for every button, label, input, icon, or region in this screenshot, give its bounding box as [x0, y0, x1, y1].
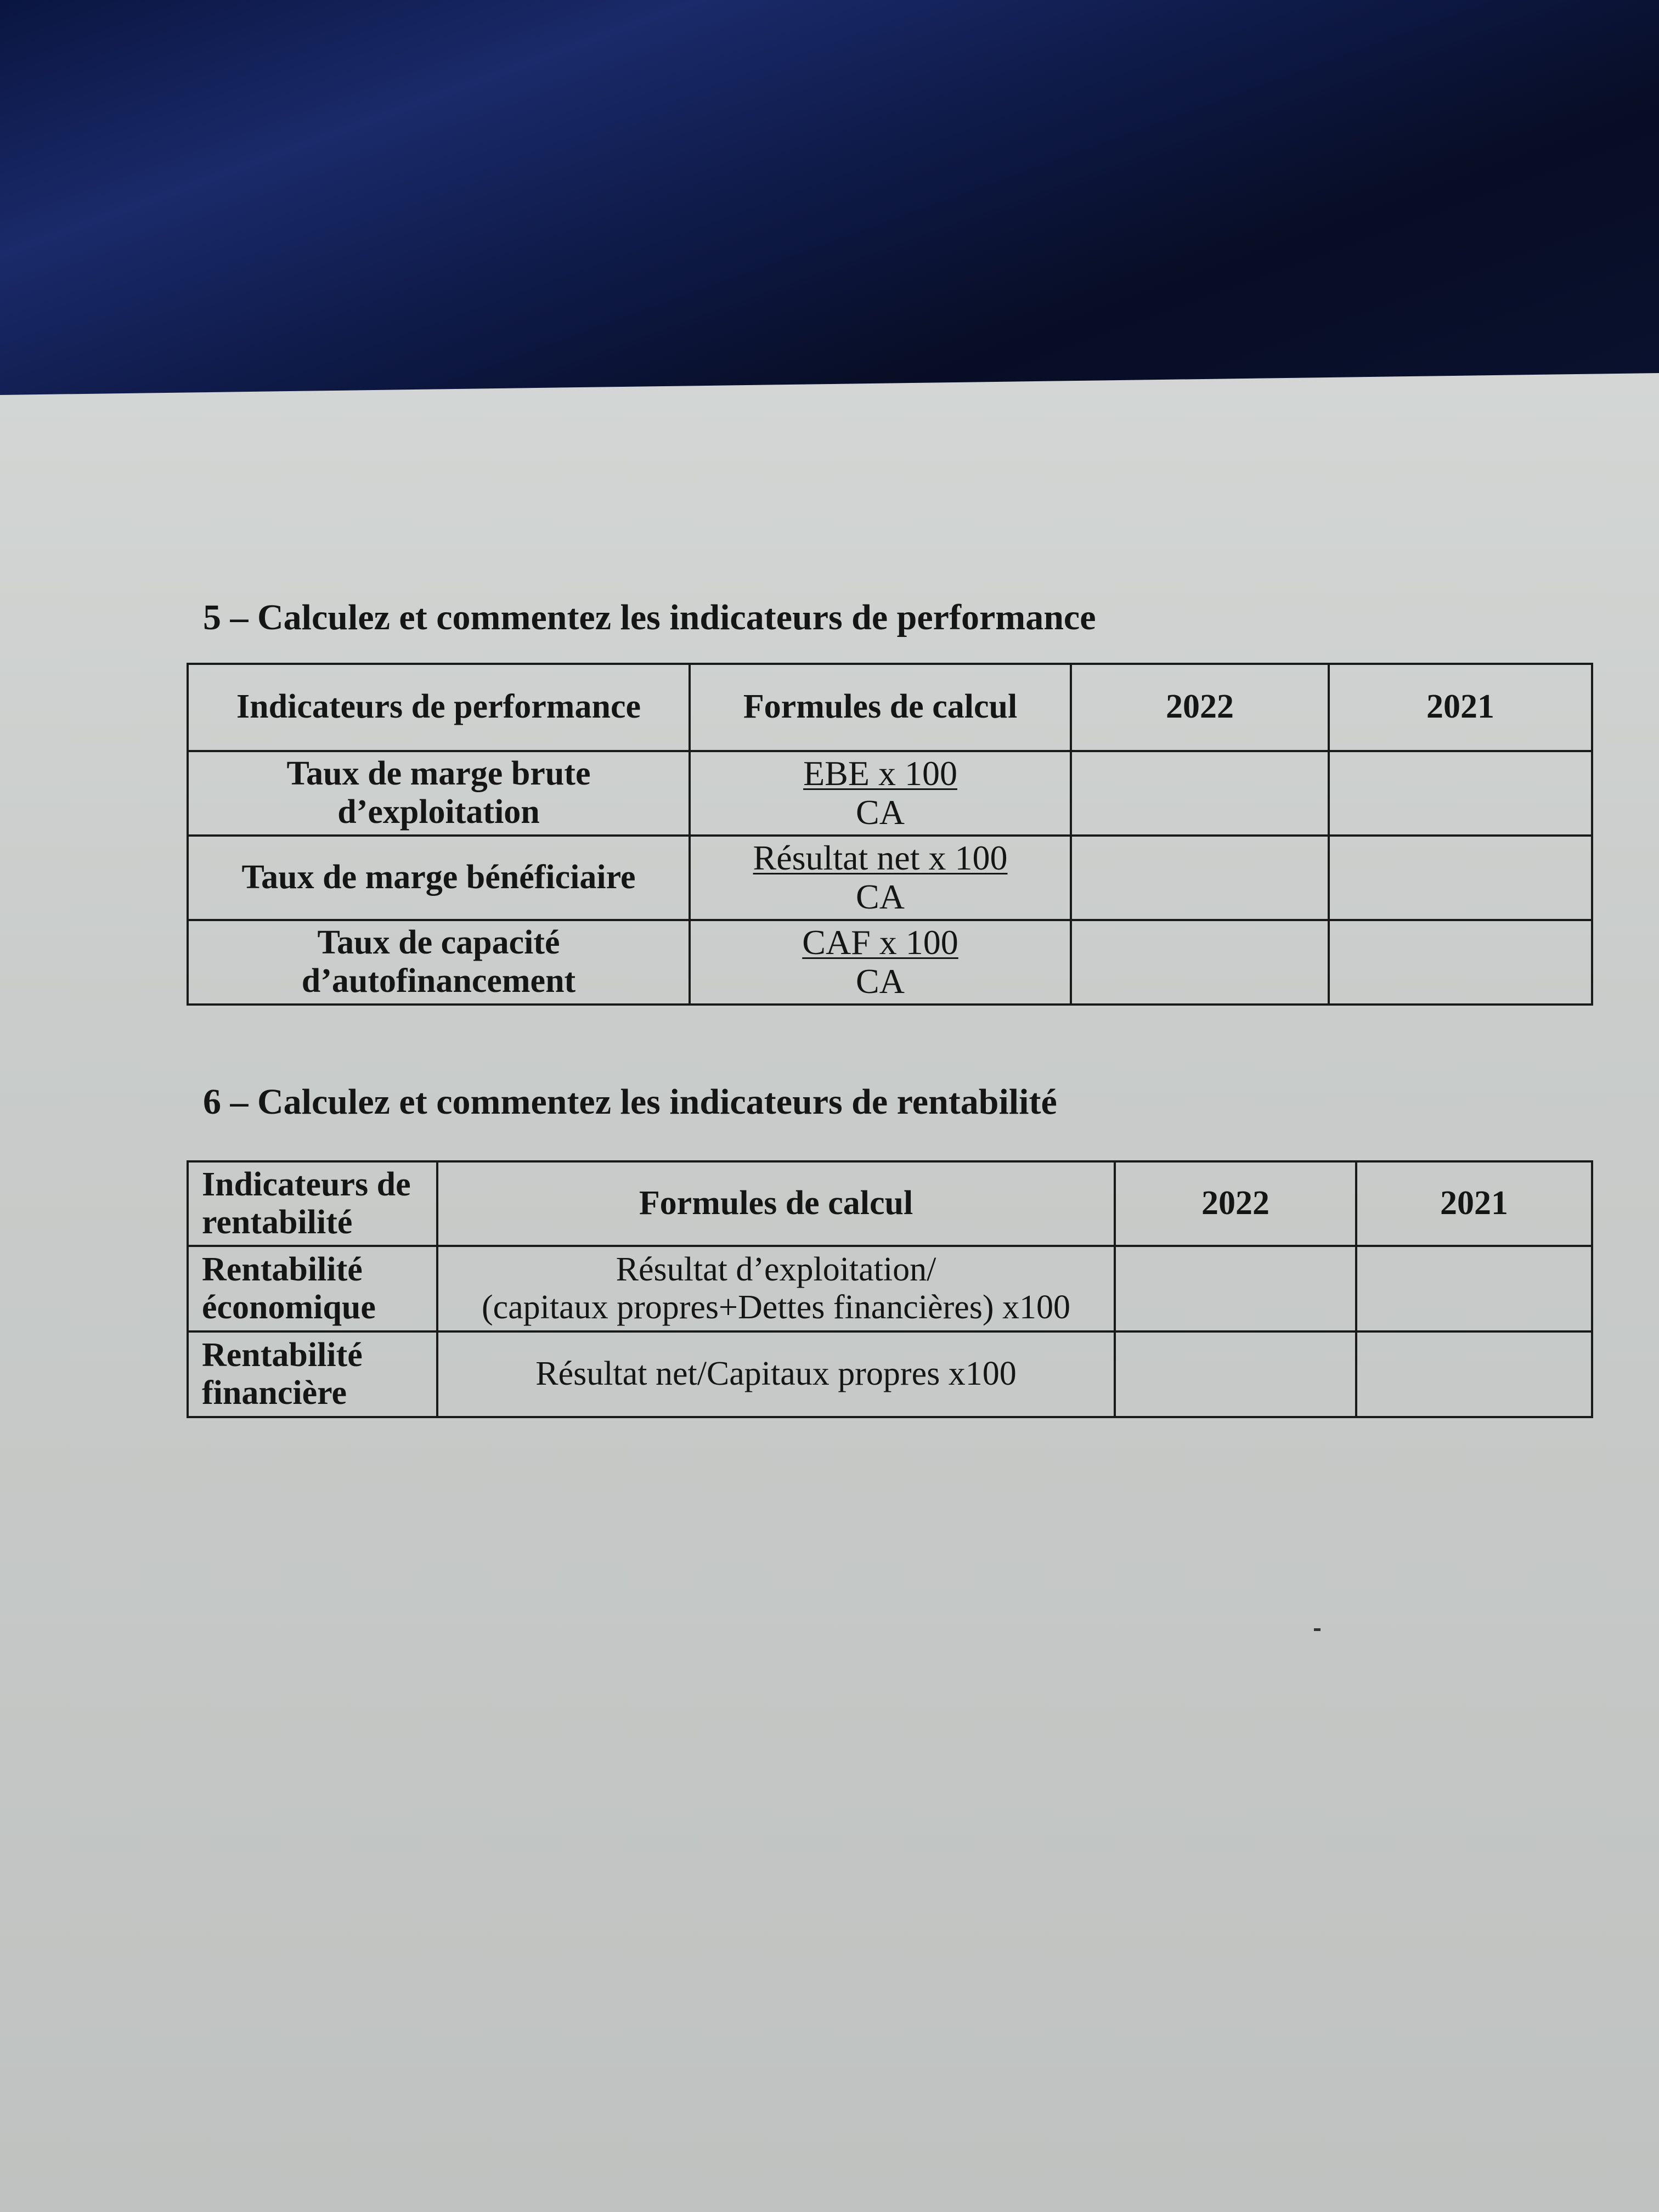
background-fabric	[0, 0, 1659, 417]
formula-line: (capitaux propres+Dettes financières) x100	[481, 1289, 1071, 1327]
value-cell-2022[interactable]	[1071, 751, 1329, 836]
value-cell-2022[interactable]	[1071, 920, 1329, 1005]
table-row	[188, 751, 1592, 836]
value-cell-2021[interactable]	[1356, 1331, 1592, 1417]
value-cell-2022[interactable]	[1115, 1246, 1356, 1331]
value-cell-2022[interactable]	[1115, 1331, 1356, 1417]
table-header-row	[188, 664, 1592, 751]
formula-denominator: CA	[856, 877, 905, 917]
indicator-label: Rentabilité économique	[188, 1246, 437, 1331]
value-cell-2021[interactable]	[1356, 1246, 1592, 1331]
table-row	[188, 836, 1592, 920]
value-cell-2021[interactable]	[1329, 920, 1592, 1005]
formula-cell	[690, 920, 1071, 1005]
formula-numerator: EBE x 100	[803, 753, 957, 793]
formula-numerator: CAF x 100	[802, 922, 958, 962]
value-cell-2021[interactable]	[1329, 751, 1592, 836]
header-indicators: Indicateurs de rentabilité	[188, 1161, 437, 1246]
indicator-label: Rentabilité financière	[188, 1331, 437, 1417]
header-formulas: Formules de calcul	[437, 1161, 1115, 1246]
table-row	[188, 1246, 1592, 1331]
value-cell-2022[interactable]	[1071, 836, 1329, 920]
formula-cell	[437, 1246, 1115, 1331]
header-year-2022: 2022	[1071, 664, 1329, 751]
section-5-title: 5 – Calculez et commentez les indicateurs de performance	[203, 597, 1096, 637]
header-year-2022: 2022	[1115, 1161, 1356, 1246]
formula-cell	[437, 1331, 1115, 1417]
formula-fraction	[802, 923, 958, 1001]
formula-cell	[690, 836, 1071, 920]
table-row	[188, 1331, 1592, 1417]
table-header-row	[188, 1161, 1592, 1246]
indicator-label: Taux de capacité d’autofinancement	[188, 920, 690, 1005]
header-indicators: Indicateurs de performance	[188, 664, 690, 751]
formula-cell	[690, 751, 1071, 836]
document-content	[187, 598, 1591, 1418]
formula-denominator: CA	[856, 793, 905, 832]
profitability-table	[187, 1160, 1593, 1418]
performance-table	[187, 663, 1593, 1006]
section-6-title: 6 – Calculez et commentez les indicateurs de rentabilité	[203, 1081, 1057, 1122]
indicator-label: Taux de marge bénéficiaire	[188, 836, 690, 920]
formula-line: Résultat net/Capitaux propres x100	[535, 1355, 1017, 1393]
indicator-label: Taux de marge brute d’exploitation	[188, 751, 690, 836]
table-row	[188, 920, 1592, 1005]
header-formulas: Formules de calcul	[690, 664, 1071, 751]
formula-fraction	[803, 754, 957, 832]
formula-numerator: Résultat net x 100	[753, 838, 1008, 877]
formula-fraction	[753, 838, 1008, 917]
value-cell-2021[interactable]	[1329, 836, 1592, 920]
header-year-2021: 2021	[1329, 664, 1592, 751]
header-year-2021: 2021	[1356, 1161, 1592, 1246]
paper-speck	[1314, 1628, 1321, 1631]
formula-line: Résultat d’exploitation/	[616, 1250, 936, 1288]
formula-denominator: CA	[856, 962, 905, 1001]
